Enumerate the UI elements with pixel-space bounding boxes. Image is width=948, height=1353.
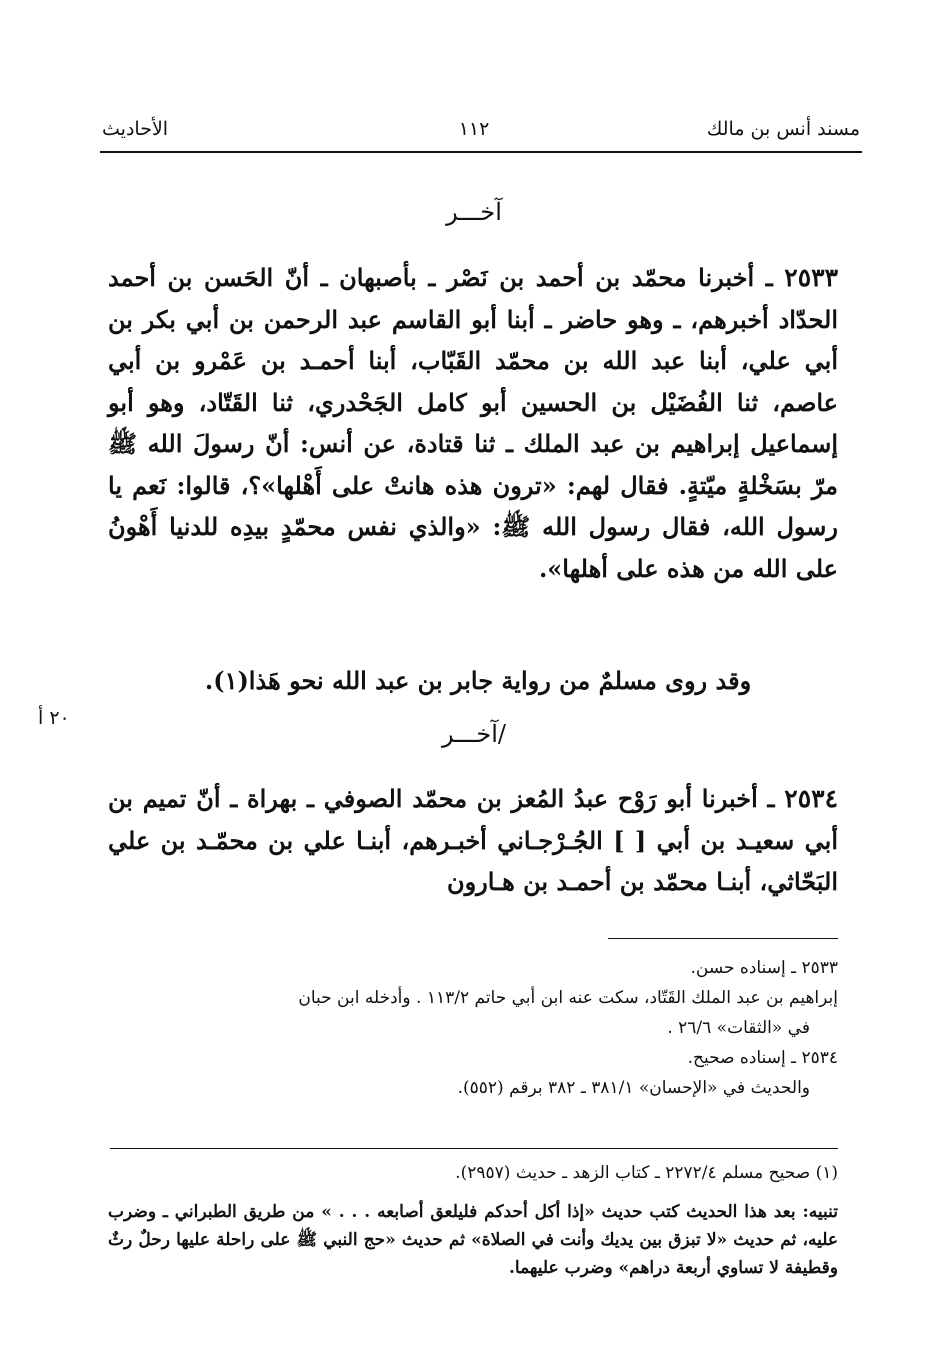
- hadith-2533-paragraph: [108, 257, 838, 589]
- footnote-line: إبراهيم بن عبد الملك القَتّاد، سكت عنه ابن أبي حاتم ١١٣/٢ . وأدخله ابن حبان: [298, 988, 838, 1008]
- hadith-heading-2533: آخـــر: [446, 198, 502, 226]
- footnote-line: ٢٥٣٣ ـ إسناده حسن.: [690, 958, 838, 978]
- footnote-line: في «الثقات» ٢٦/٦ .: [667, 1018, 810, 1038]
- reference-rule: [110, 1148, 838, 1149]
- footnote-rule: [608, 938, 838, 939]
- footnotes-block: [108, 953, 838, 1103]
- hadith-heading-2534: /آخـــر: [442, 720, 506, 748]
- book-title: مسند أنس بن مالك: [706, 118, 860, 140]
- hadith-2534-paragraph: [108, 778, 838, 903]
- hadith-number-2534: ٢٥٣٤: [784, 784, 839, 813]
- header-rule: [100, 151, 862, 153]
- footnote-line: والحديث في «الإحسان» ٣٨١/١ ـ ٣٨٢ برقم (٥٥٢).: [457, 1078, 810, 1098]
- manuscript-folio-note: ٢٠ أ: [38, 707, 70, 729]
- hadith-2533-text: ـ أخبرنا محمّد بن أحمد بن نَصْر ـ بأصبهان ـ أنّ الحَسن بن أحمد الحدّاد أخبرهم، ـ وهو حاضر ـ أبنا أبو القاسم عبد الرحمن بن أبي بكر بن أبي علي، أبنا عبد الله بن محمّد القَبّاب، أبنا أحمـد بن عَمْرو بن أبي عاصم، ثنا الفُضَيْل بن الحسين أبو كامل الجَحْدري، ثنا القَتّاد، وهو أبو إسماعيل إبراهيم بن عبد الملك ـ ثنا قتادة، عن أنس: أنّ رسولَ الله ﷺ مرّ بسَخْلةٍ ميّتةٍ. فقال لهم: «ترون هذه هانتْ على أَهْلها»؟، قالوا: نَعم يا رسول الله، فقال رسول الله ﷺ: «والذي نفس محمّدٍ بيدِه للدنيا أَهْونُ على الله من هذه على أهلها».: [108, 263, 839, 583]
- reference-footnote: (١) صحيح مسلم ٢٢٧٢/٤ ـ كتاب الزهد ـ حديث (٢٩٥٧).: [455, 1163, 838, 1183]
- editor-warning: تنبيه: بعد هذا الحديث كتب حديث «إذا أكل أحدكم فليلعق أصابعه . . . » من طريق الطبراني ـ وضرب عليه، ثم حديث «لا تبزق بين يديك وأنت في الصلاة» ثم حديث «حج النبي ﷺ على راحلة عليها رحلٌ رثٌ وقطيفة لا تساوي أربعة دراهم» وضرب عليهما.: [108, 1202, 838, 1278]
- footnote-line: ٢٥٣٤ ـ إسناده صحيح.: [687, 1048, 838, 1068]
- hadith-2534-text: ـ أخبرنا أبو رَوْح عبدُ المُعز بن محمّد الصوفي ـ بهراة ـ أنّ تميم بن أبي سعيـد بن أبي [ ] الجُـرْجـاني أخبـرهم، أبنـا علي بن محمّـد بن علي البَحّاثي، أبنـا محمّد بن أحمـد بن هـارون: [108, 784, 838, 896]
- muslim-note: وقد روى مسلمٌ من رواية جابر بن عبد الله نحو هَذا(١).: [204, 666, 752, 695]
- hadith-number-2533: ٢٥٣٣: [784, 263, 839, 292]
- section-title: الأحاديث: [102, 118, 169, 140]
- page-number: ١١٢: [458, 118, 490, 140]
